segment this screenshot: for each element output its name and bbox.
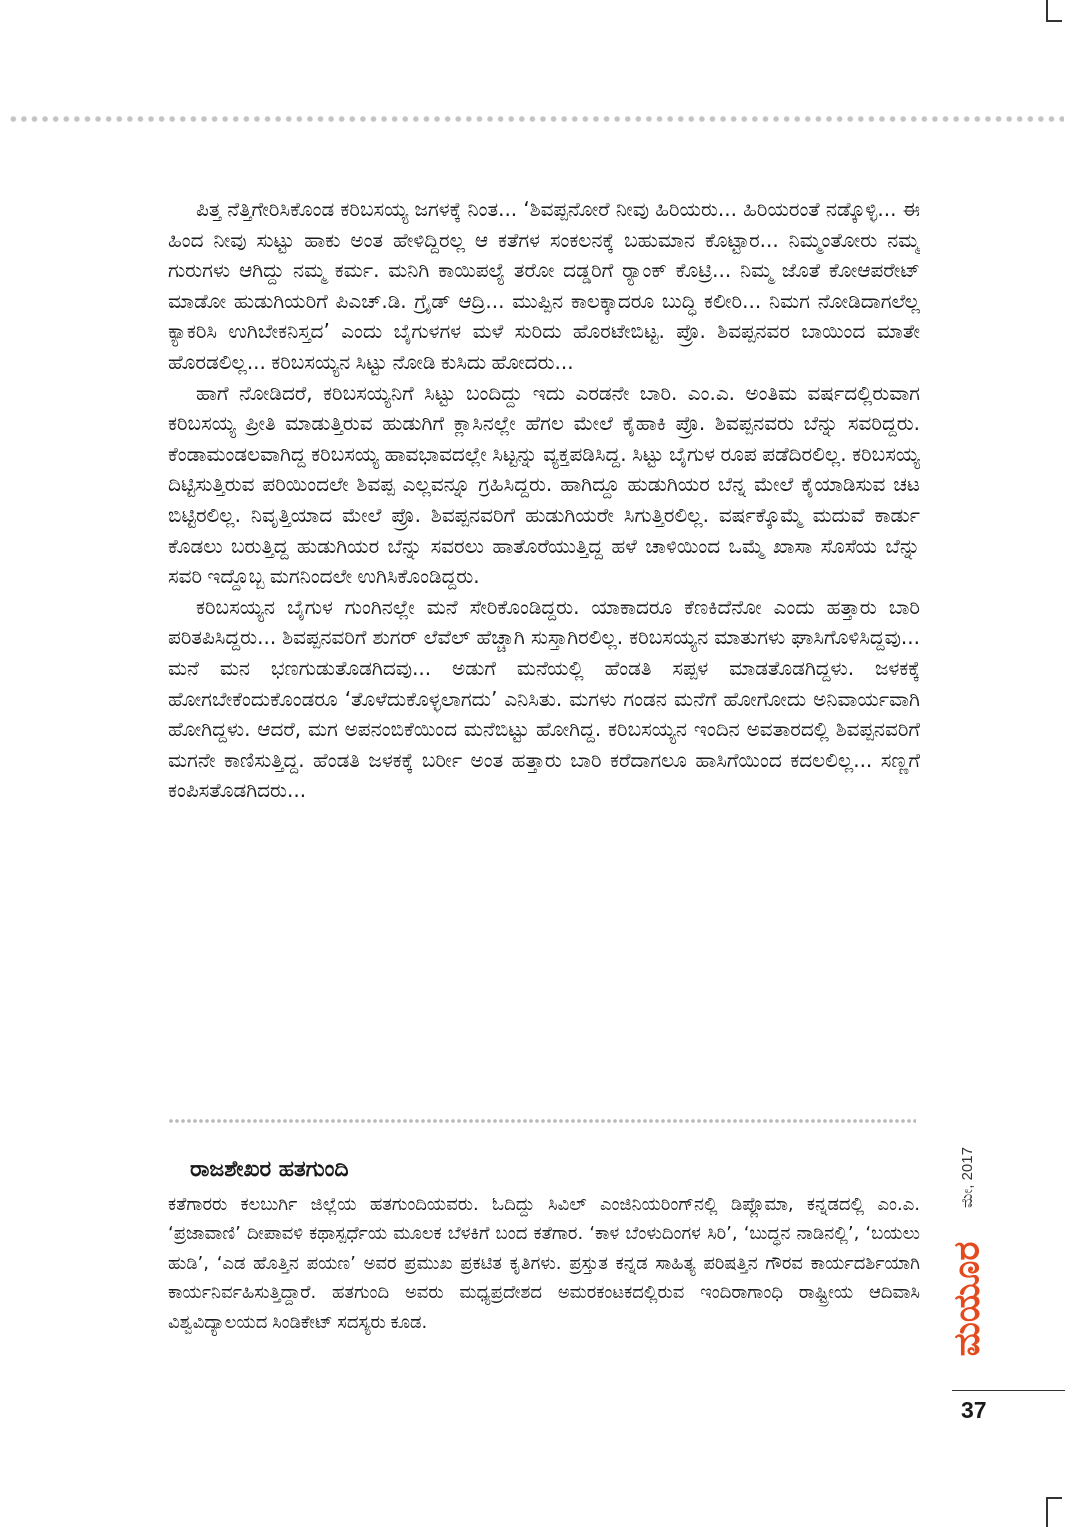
page-number-rule [952, 1390, 1065, 1391]
magazine-logo [939, 1224, 995, 1374]
page-number: 37 [961, 1397, 987, 1423]
story-paragraph-3: ಕರಿಬಸಯ್ಯನ ಬೈಗುಳ ಗುಂಗಿನಲ್ಲೇ ಮನೆ ಸೇರಿಕೊಂಡಿದ್ದರು. ಯಾಕಾದರೂ ಕೆಣಕಿದೆನೋ ಎಂದು ಹತ್ತಾರು ಬಾರಿ ಪರಿತಪಿಸಿದ್ದರು... ಶಿವಪ್ಪನವರಿಗೆ ಶುಗರ್ ಲೆವೆಲ್ ಹೆಚ್ಚಾಗಿ ಸುಸ್ತಾಗಿರಲಿಲ್ಲ. ಕರಿಬಸಯ್ಯನ ಮಾತುಗಳು ಘಾಸಿಗೊಳಿಸಿದ್ದವು... ಮನೆ ಮನ ಭಣಗುಡುತೊಡಗಿದವು... ಅಡುಗೆ ಮನೆಯಲ್ಲಿ ಹೆಂಡತಿ ಸಪ್ಪಳ ಮಾಡತೊಡಗಿದ್ದಳು. ಜಳಕಕ್ಕೆ ಹೋಗಬೇಕೆಂದುಕೊಂಡರೂ ‘ತೊಳೆದುಕೊಳ್ಳಲಾಗದು’ ಎನಿಸಿತು. ಮಗಳು ಗಂಡನ ಮನೆಗೆ ಹೋಗೋದು ಅನಿವಾರ್ಯವಾಗಿ ಹೋಗಿದ್ದಳು. ಆದರೆ, ಮಗ ಅಪನಂಬಿಕೆಯಿಂದ ಮನೆಬಿಟ್ಟು ಹೋಗಿದ್ದ. ಕರಿಬಸಯ್ಯನ ಇಂದಿನ ಅವತಾರದಲ್ಲಿ ಶಿವಪ್ಪನವರಿಗೆ ಮಗನೇ ಕಾಣಿಸುತ್ತಿದ್ದ. ಹೆಂಡತಿ ಜಳಕಕ್ಕೆ ಬರ್ರೀ ಅಂತ ಹತ್ತಾರು ಬಾರಿ ಕರೆದಾಗಲೂ ಹಾಸಿಗೆಯಿಂದ ಕದಲಲಿಲ್ಲ... ಸಣ್ಣಗೆ ಕಂಪಿಸತೊಡಗಿದರು... [168, 594, 920, 803]
author-divider [168, 1118, 916, 1124]
author-bio-section [168, 1152, 920, 1442]
top-dotted-rule [8, 115, 1064, 123]
crop-mark-bottom [1046, 1497, 1062, 1527]
author-bio: ಕತೆಗಾರರು ಕಲಬುರ್ಗಿ ಜಿಲ್ಲೆಯ ಹತಗುಂದಿಯವರು. ಓದಿದ್ದು ಸಿವಿಲ್ ಎಂಜಿನಿಯರಿಂಗ್‌ನಲ್ಲಿ ಡಿಪ್ಲೊಮಾ, ಕನ್ನಡದಲ್ಲಿ ಎಂ.ಎ. ‘ಪ್ರಜಾವಾಣಿ’ ದೀಪಾವಳಿ ಕಥಾಸ್ಪರ್ಧೆಯ ಮೂಲಕ ಬೆಳಕಿಗೆ ಬಂದ ಕತೆಗಾರ. ‘ಕಾಳ ಬೆಂಳುದಿಂಗಳ ಸಿರಿ’, ‘ಬುದ್ಧನ ನಾಡಿನಲ್ಲಿ’, ‘ಬಯಲು ಹುಡಿ’, ‘ಎಡ ಹೊತ್ತಿನ ಪಯಣ’ ಅವರ ಪ್ರಮುಖ ಪ್ರಕಟಿತ ಕೃತಿಗಳು. ಪ್ರಸ್ತುತ ಕನ್ನಡ ಸಾಹಿತ್ಯ ಪರಿಷತ್ತಿನ ಗೌರವ ಕಾರ್ಯದರ್ಶಿಯಾಗಿ ಕಾರ್ಯನಿರ್ವಹಿಸುತ್ತಿದ್ದಾರೆ. ಹತಗುಂದಿ ಅವರು ಮಧ್ಯಪ್ರದೇಶದ ಅಮರಕಂಟಕದಲ್ಲಿರುವ ಇಂದಿರಾಗಾಂಧಿ ರಾಷ್ಟ್ರೀಯ ಆದಿವಾಸಿ ವಿಶ್ವವಿದ್ಯಾಲಯದ ಸಿಂಡಿಕೇಟ್ ಸದಸ್ಯರು ಕೂಡ. [168, 1194, 920, 1333]
crop-mark-top [1046, 0, 1062, 22]
story-paragraph-1: ಪಿತ್ತ ನೆತ್ತಿಗೇರಿಸಿಕೊಂಡ ಕರಿಬಸಯ್ಯ ಜಗಳಕ್ಕೆ ನಿಂತ... ‘ಶಿವಪ್ಪನೋರೆ ನೀವು ಹಿರಿಯರು... ಹಿರಿಯರಂತೆ ನಡ್ಕೊಳ್ಳಿ... ಈ ಹಿಂದ ನೀವು ಸುಟ್ಟು ಹಾಕು ಅಂತ ಹೇಳಿದ್ದಿರಲ್ಲ ಆ ಕತೆಗಳ ಸಂಕಲನಕ್ಕೆ ಬಹುಮಾನ ಕೊಟ್ಟಾರ... ನಿಮ್ಮಂತೋರು ನಮ್ಮ ಗುರುಗಳು ಆಗಿದ್ದು ನಮ್ಮ ಕರ್ಮ. ಮನಿಗಿ ಕಾಯಿಪಲ್ಯೆ ತರೋ ದಡ್ಡರಿಗೆ ರ್‍ಯಾಂಕ್ ಕೊಟ್ರಿ... ನಿಮ್ಮ ಜೊತೆ ಕೋಆಪರೇಟ್ ಮಾಡೋ ಹುಡುಗಿಯರಿಗೆ ಪಿಎಚ್.ಡಿ. ಗ್ರೈಡ್ ಆದ್ರಿ... ಮುಪ್ಪಿನ ಕಾಲಕ್ಕಾದರೂ ಬುದ್ಧಿ ಕಲೀರಿ... ನಿಮಗ ನೋಡಿದಾಗಲೆಲ್ಲ ಕ್ಯಾಕರಿಸಿ ಉಗಿಬೇಕನಿಸ್ತದ’ ಎಂದು ಬೈಗುಳಗಳ ಮಳೆ ಸುರಿದು ಹೊರಟೇಬಿಟ್ಟ. ಪ್ರೊ. ಶಿವಪ್ಪನವರ ಬಾಯಿಂದ ಮಾತೇ ಹೊರಡಲಿಲ್ಲ... ಕರಿಬಸಯ್ಯನ ಸಿಟ್ಟು ನೋಡಿ ಕುಸಿದು ಹೋದರು... [168, 197, 920, 374]
author-name: ರಾಜಶೇಖರ ಹತಗುಂದಿ [190, 1157, 349, 1182]
magazine-logo-text: ಮಯೂರ [946, 1241, 987, 1357]
issue-date-text: ಮೇ, 2017 [958, 1146, 976, 1208]
story-paragraph-2: ಹಾಗೆ ನೋಡಿದರೆ, ಕರಿಬಸಯ್ಯನಿಗೆ ಸಿಟ್ಟು ಬಂದಿದ್ದು ಇದು ಎರಡನೇ ಬಾರಿ. ಎಂ.ಎ. ಅಂತಿಮ ವರ್ಷದಲ್ಲಿರುವಾಗ ಕರಿಬಸಯ್ಯ ಪ್ರೀತಿ ಮಾಡುತ್ತಿರುವ ಹುಡುಗಿಗೆ ಕ್ಲಾಸಿನಲ್ಲೇ ಹೆಗಲ ಮೇಲೆ ಕೈಹಾಕಿ ಪ್ರೊ. ಶಿವಪ್ಪನವರು ಬೆನ್ನು ಸವರಿದ್ದರು. ಕೆಂಡಾಮಂಡಲವಾಗಿದ್ದ ಕರಿಬಸಯ್ಯ ಹಾವಭಾವದಲ್ಲೇ ಸಿಟ್ಟನ್ನು ವ್ಯಕ್ತಪಡಿಸಿದ್ದ. ಸಿಟ್ಟು ಬೈಗುಳ ರೂಪ ಪಡೆದಿರಲಿಲ್ಲ. ಕರಿಬಸಯ್ಯ ದಿಟ್ಟಿಸುತ್ತಿರುವ ಪರಿಯಿಂದಲೇ ಶಿವಪ್ಪ ಎಲ್ಲವನ್ನೂ ಗ್ರಹಿಸಿದ್ದರು. ಹಾಗಿದ್ದೂ ಹುಡುಗಿಯರ ಬೆನ್ನ ಮೇಲೆ ಕೈಯಾಡಿಸುವ ಚಟ ಬಿಟ್ಟಿರಲಿಲ್ಲ. ನಿವೃತ್ತಿಯಾದ ಮೇಲೆ ಪ್ರೊ. ಶಿವಪ್ಪನವರಿಗೆ ಹುಡುಗಿಯರೇ ಸಿಗುತ್ತಿರಲಿಲ್ಲ. ವರ್ಷಕ್ಕೊಮ್ಮೆ ಮದುವೆ ಕಾರ್ಡು ಕೊಡಲು ಬರುತ್ತಿದ್ದ ಹುಡುಗಿಯರ ಬೆನ್ನು ಸವರಲು ಹಾತೊರೆಯುತ್ತಿದ್ದ ಹಳೆ ಚಾಳಿಯಿಂದ ಒಮ್ಮೆ ಖಾಸಾ ಸೊಸೆಯ ಬೆನ್ನು ಸವರಿ ಇದ್ದೊಬ್ಬ ಮಗನಿಂದಲೇ ಉಗಿಸಿಕೊಂಡಿದ್ದರು. [168, 380, 920, 589]
issue-date [947, 1140, 987, 1214]
story-text [168, 194, 920, 1090]
